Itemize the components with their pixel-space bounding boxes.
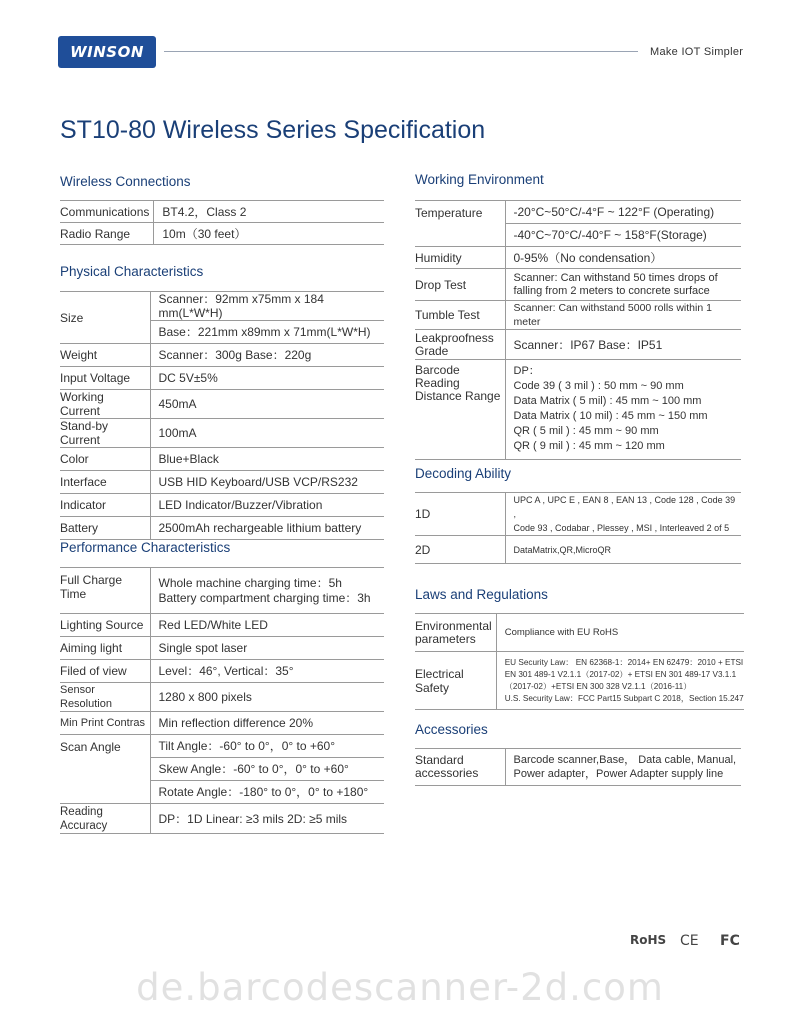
spec-value: -40°C~70°C/-40°F ~ 158°F(Storage) (505, 224, 741, 247)
spec-value: LED Indicator/Buzzer/Vibration (150, 494, 384, 517)
spec-value: Blue+Black (150, 448, 384, 471)
spec-label: Working Current (60, 390, 150, 419)
spec-value: 2500mAh rechargeable lithium battery (150, 517, 384, 540)
spec-value: DP：1D Linear: ≥3 mils 2D: ≥5 mils (150, 804, 384, 834)
table-row (415, 360, 741, 460)
spec-label: Drop Test (415, 269, 505, 301)
spec-value: Compliance with EU RoHS (496, 614, 743, 652)
table-row (60, 367, 384, 390)
spec-label: Size (60, 292, 150, 344)
leak-label-line: Grade (415, 343, 449, 358)
laws-table (415, 613, 744, 710)
rohs-mark: RoHS (630, 933, 667, 947)
spec-label: Stand-by Current (60, 419, 150, 448)
spec-label: Aiming light (60, 637, 150, 660)
wireless-table (60, 200, 384, 245)
table-row (60, 804, 384, 834)
spec-label: Sensor Resolution (60, 683, 150, 712)
env-label-line: parameters (415, 631, 476, 646)
spec-label: Temperature (415, 201, 505, 247)
law-line: U.S. Security Law：FCC Part15 Subpart C 2018，Section 15.247 (504, 693, 744, 703)
spec-label: Full Charge Time (60, 568, 150, 614)
environment-table (415, 200, 741, 460)
table-row (60, 201, 384, 223)
spec-value (505, 749, 741, 786)
charge-battery: Battery compartment charging time：3h (158, 590, 371, 605)
spec-label: Color (60, 448, 150, 471)
fcc-mark: FC (720, 933, 740, 949)
spec-label (415, 360, 505, 460)
spec-value (496, 652, 743, 710)
table-row (60, 419, 384, 448)
table-row (415, 536, 741, 564)
spec-value: DataMatrix,QR,MicroQR (505, 536, 741, 564)
spec-value (505, 360, 741, 460)
spec-value: Tilt Angle：-60° to 0°，0° to +60° (150, 735, 384, 758)
table-row (415, 652, 744, 710)
accessories-label-line: Standard (415, 753, 464, 767)
table-row (415, 749, 741, 786)
spec-value: Single spot laser (150, 637, 384, 660)
spec-value: -20°C~50°C/-4°F ~ 122°F (Operating) (505, 201, 741, 224)
table-row (415, 493, 741, 536)
spec-value: DC 5V±5% (150, 367, 384, 390)
spec-label: Electrical Safety (415, 652, 496, 710)
slogan: Make IOT Simpler (650, 46, 744, 58)
spec-label (415, 749, 505, 786)
table-row (60, 471, 384, 494)
range-line: DP： (513, 365, 540, 377)
spec-value: 10m（30 feet） (154, 223, 384, 245)
ce-mark: CE (680, 933, 699, 949)
spec-label: 2D (415, 536, 505, 564)
drop-line: Scanner: Can withstand 50 times drops of (513, 271, 718, 284)
spec-value: Base：221mm x89mm x 71mm(L*W*H) (150, 321, 384, 344)
spec-value: Red LED/White LED (150, 614, 384, 637)
leak-label-line: Leakproofness (415, 330, 494, 345)
decoding-section-title: Decoding Ability (415, 466, 512, 481)
spec-value: 100mA (150, 419, 384, 448)
spec-label: Tumble Test (415, 301, 505, 330)
spec-label: Filed of view (60, 660, 150, 683)
table-row (415, 614, 744, 652)
spec-label: Scan Angle (60, 735, 150, 804)
spec-label: Min Print Contras (60, 712, 150, 735)
env-label-line: Environmental (415, 618, 492, 633)
spec-value: Scanner：300g Base：220g (150, 344, 384, 367)
law-line: （2017-02）+ETSI EN 300 328 V2.1.1（2016-11） (504, 681, 692, 691)
table-row (60, 660, 384, 683)
spec-label: Communications (60, 201, 154, 223)
table-row (60, 568, 384, 614)
table-row (60, 712, 384, 735)
range-line: Data Matrix ( 5 mil) : 45 mm ~ 100 mm (513, 395, 702, 407)
table-row (415, 269, 741, 301)
table-row (60, 223, 384, 245)
decoding-table (415, 492, 741, 564)
laws-section-title: Laws and Regulations (415, 587, 548, 602)
accessories-label-line: accessories (415, 766, 479, 780)
symbology-line: Code 93 , Codabar , Plessey , MSI , Interleaved 2 of 5 (513, 523, 730, 533)
spec-value: USB HID Keyboard/USB VCP/RS232 (150, 471, 384, 494)
table-row (60, 448, 384, 471)
spec-value: Skew Angle：-60° to 0°，0° to +60° (150, 758, 384, 781)
spec-value: Scanner：IP67 Base：IP51 (505, 330, 741, 360)
spec-value: Scanner：92mm x75mm x 184 mm(L*W*H) (150, 292, 384, 321)
range-line: Data Matrix ( 10 mil) : 45 mm ~ 150 mm (513, 410, 708, 422)
spec-value: Min reflection difference 20% (150, 712, 384, 735)
spec-label (415, 330, 505, 360)
table-row (415, 247, 741, 269)
table-row (415, 301, 741, 330)
header-divider (164, 51, 638, 52)
spec-label: Humidity (415, 247, 505, 269)
accessories-line: Barcode scanner,Base， Data cable, Manual, (513, 754, 737, 766)
spec-label: Reading Accuracy (60, 804, 150, 834)
spec-label: Input Voltage (60, 367, 150, 390)
spec-label: 1D (415, 493, 505, 536)
accessories-section-title: Accessories (415, 722, 488, 737)
law-line: EU Security Law： EN 62368-1：2014+ EN 62479：2010 + ETSI (504, 657, 744, 667)
physical-table (60, 291, 384, 540)
spec-value: 1280 x 800 pixels (150, 683, 384, 712)
range-line: QR ( 9 mil ) : 45 mm ~ 120 mm (513, 440, 665, 452)
winson-logo: WINSON (58, 36, 156, 68)
spec-label: Lighting Source (60, 614, 150, 637)
spec-value: Level：46°, Vertical：35° (150, 660, 384, 683)
spec-value (505, 493, 741, 536)
symbology-line: UPC A , UPC E , EAN 8 , EAN 13 , Code 128 , Code 39 , (513, 495, 736, 519)
physical-section-title: Physical Characteristics (60, 264, 204, 279)
range-label-line: Distance Range (415, 389, 501, 403)
range-label-line: Barcode Reading (415, 363, 460, 390)
range-line: QR ( 5 mil ) : 45 mm ~ 90 mm (513, 425, 659, 437)
spec-label: Interface (60, 471, 150, 494)
table-row (415, 201, 741, 224)
spec-value: Rotate Angle：-180° to 0°，0° to +180° (150, 781, 384, 804)
charge-whole: Whole machine charging time：5h (158, 575, 342, 590)
spec-label: Radio Range (60, 223, 154, 245)
spec-value: 450mA (150, 390, 384, 419)
drop-line: falling from 2 meters to concrete surface (513, 284, 710, 297)
accessories-line: Power adapter，Power Adapter supply line (513, 768, 724, 780)
spec-label: Indicator (60, 494, 150, 517)
table-row (60, 494, 384, 517)
table-row (60, 614, 384, 637)
watermark: de.barcodescanner-2d.com (136, 966, 664, 1009)
table-row (60, 390, 384, 419)
range-line: Code 39 ( 3 mil ) : 50 mm ~ 90 mm (513, 380, 684, 392)
spec-value (150, 568, 384, 614)
spec-value (505, 269, 741, 301)
accessories-table (415, 748, 741, 786)
table-row (60, 344, 384, 367)
table-row (60, 683, 384, 712)
wireless-section-title: Wireless Connections (60, 174, 191, 189)
table-row (60, 517, 384, 540)
table-row (60, 735, 384, 758)
table-row (60, 637, 384, 660)
spec-value: 0-95%（No condensation） (505, 247, 741, 269)
table-row (415, 330, 741, 360)
spec-value: Scanner: Can withstand 5000 rolls within 1 meter (505, 301, 741, 330)
spec-label: Weight (60, 344, 150, 367)
performance-table (60, 567, 384, 834)
spec-label (415, 614, 496, 652)
environment-section-title: Working Environment (415, 172, 544, 187)
table-row (60, 292, 384, 321)
page-title: ST10-80 Wireless Series Specification (60, 116, 486, 144)
spec-label: Battery (60, 517, 150, 540)
law-line: EN 301 489-1 V2.1.1（2017-02）+ ETSI EN 301 489-17 V3.1.1 (504, 669, 737, 679)
spec-value: BT4.2，Class 2 (154, 201, 384, 223)
performance-section-title: Performance Characteristics (60, 540, 231, 555)
